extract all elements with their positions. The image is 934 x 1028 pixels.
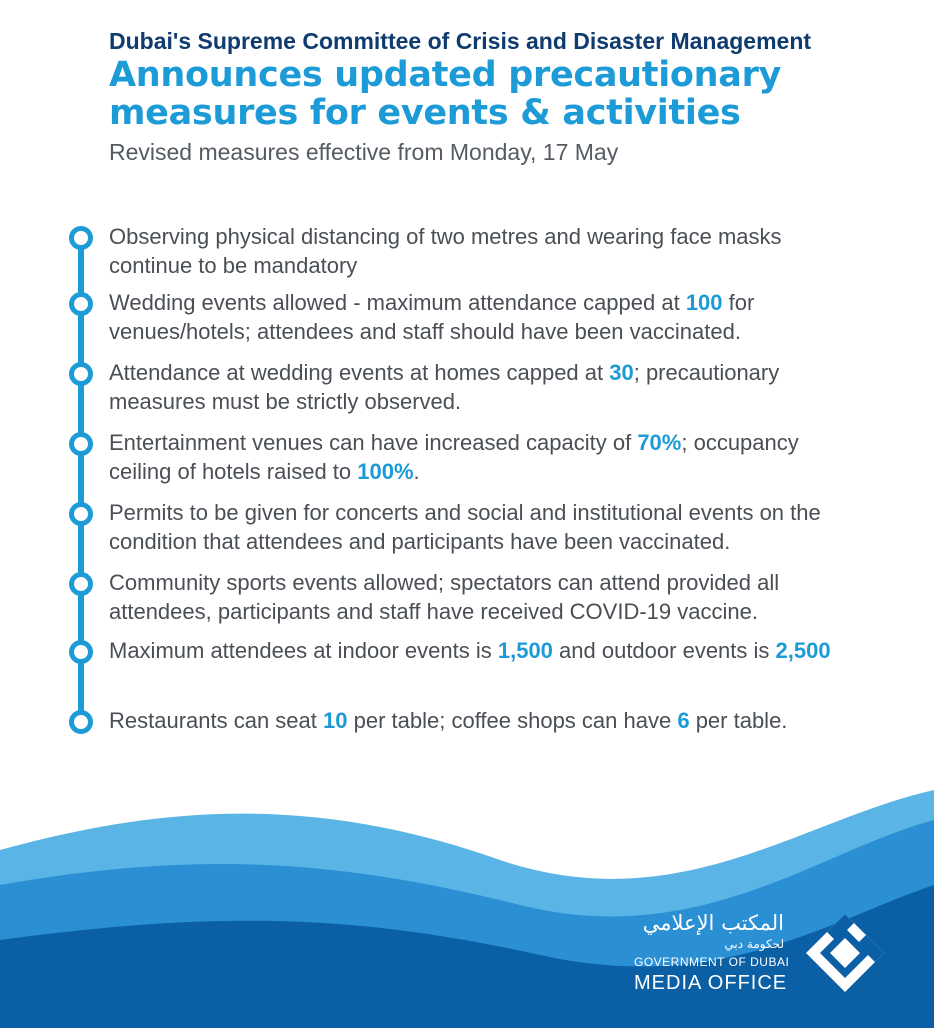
measure-text-segment: for venues/hotels; attendees and staff should have been vaccinated. (109, 290, 755, 344)
highlighted-figure: 100% (357, 459, 414, 484)
highlighted-figure: 100 (685, 290, 723, 315)
measure-text-segment: Observing physical distancing of two metres and wearing face masks continue to be mandatory (109, 224, 782, 278)
logo-arabic-line-1: المكتب الإعلامي (642, 911, 784, 935)
effective-date-subline: Revised measures effective from Monday, 17 May (109, 139, 619, 165)
measure-text-segment: Entertainment venues can have increased capacity of (109, 430, 638, 455)
measure-text (109, 498, 849, 556)
timeline-node-icon (69, 432, 93, 456)
timeline-node-icon (69, 502, 93, 526)
media-office-logo (604, 910, 924, 1010)
highlighted-figure: 2,500 (775, 638, 831, 663)
highlighted-figure: 1,500 (497, 638, 553, 663)
timeline-node-icon (69, 710, 93, 734)
timeline-node-icon (69, 362, 93, 386)
measure-text-segment: Permits to be given for concerts and social and institutional events on the condition that attendees and participants have been vaccinated. (109, 500, 821, 554)
measure-text (109, 288, 849, 346)
logo-government-line: GOVERNMENT OF DUBAI (634, 955, 790, 969)
highlighted-figure: 6 (677, 708, 690, 733)
measure-text-segment: and outdoor events is (552, 638, 776, 663)
logo-media-office-line: MEDIA OFFICE (634, 972, 788, 994)
measure-text-segment: Community sports events allowed; spectators can attend provided all attendees, participants and staff have received COVID-19 vaccine. (109, 570, 780, 624)
header (109, 26, 909, 166)
headline-line-2: measures for events & activities (109, 93, 741, 133)
measure-text (109, 706, 849, 735)
media-office-emblem-icon (802, 910, 888, 996)
measure-text-segment: Maximum attendees at indoor events is (109, 638, 498, 663)
timeline-node-icon (69, 226, 93, 250)
measure-text (109, 428, 849, 486)
highlighted-figure: 30 (609, 360, 634, 385)
measure-text-segment: Restaurants can seat (109, 708, 324, 733)
measure-text-segment: Attendance at wedding events at homes capped at (109, 360, 610, 385)
measure-text-segment: Wedding events allowed - maximum attendance capped at (109, 290, 686, 315)
committee-name: Dubai's Supreme Committee of Crisis and Disaster Management (109, 28, 812, 54)
headline-line-1: Announces updated precautionary (109, 55, 782, 95)
measure-text (109, 222, 849, 280)
logo-arabic-line-2: لحكومة دبي (724, 937, 784, 951)
highlighted-figure: 10 (323, 708, 348, 733)
measure-text (109, 636, 849, 665)
highlighted-figure: 70% (637, 430, 682, 455)
measure-text-segment: per table; coffee shops can have (347, 708, 678, 733)
timeline-node-icon (69, 572, 93, 596)
logo-arabic-text (604, 910, 784, 952)
measure-text (109, 568, 849, 626)
timeline-node-icon (69, 292, 93, 316)
measure-text-segment: per table. (689, 708, 788, 733)
measure-text (109, 358, 849, 416)
measure-text-segment: ; occupancy ceiling of hotels raised to (109, 430, 799, 484)
measure-text-segment: . (413, 459, 420, 484)
measure-text-segment: ; precautionary measures must be strictly observed. (109, 360, 780, 414)
timeline-node-icon (69, 640, 93, 664)
